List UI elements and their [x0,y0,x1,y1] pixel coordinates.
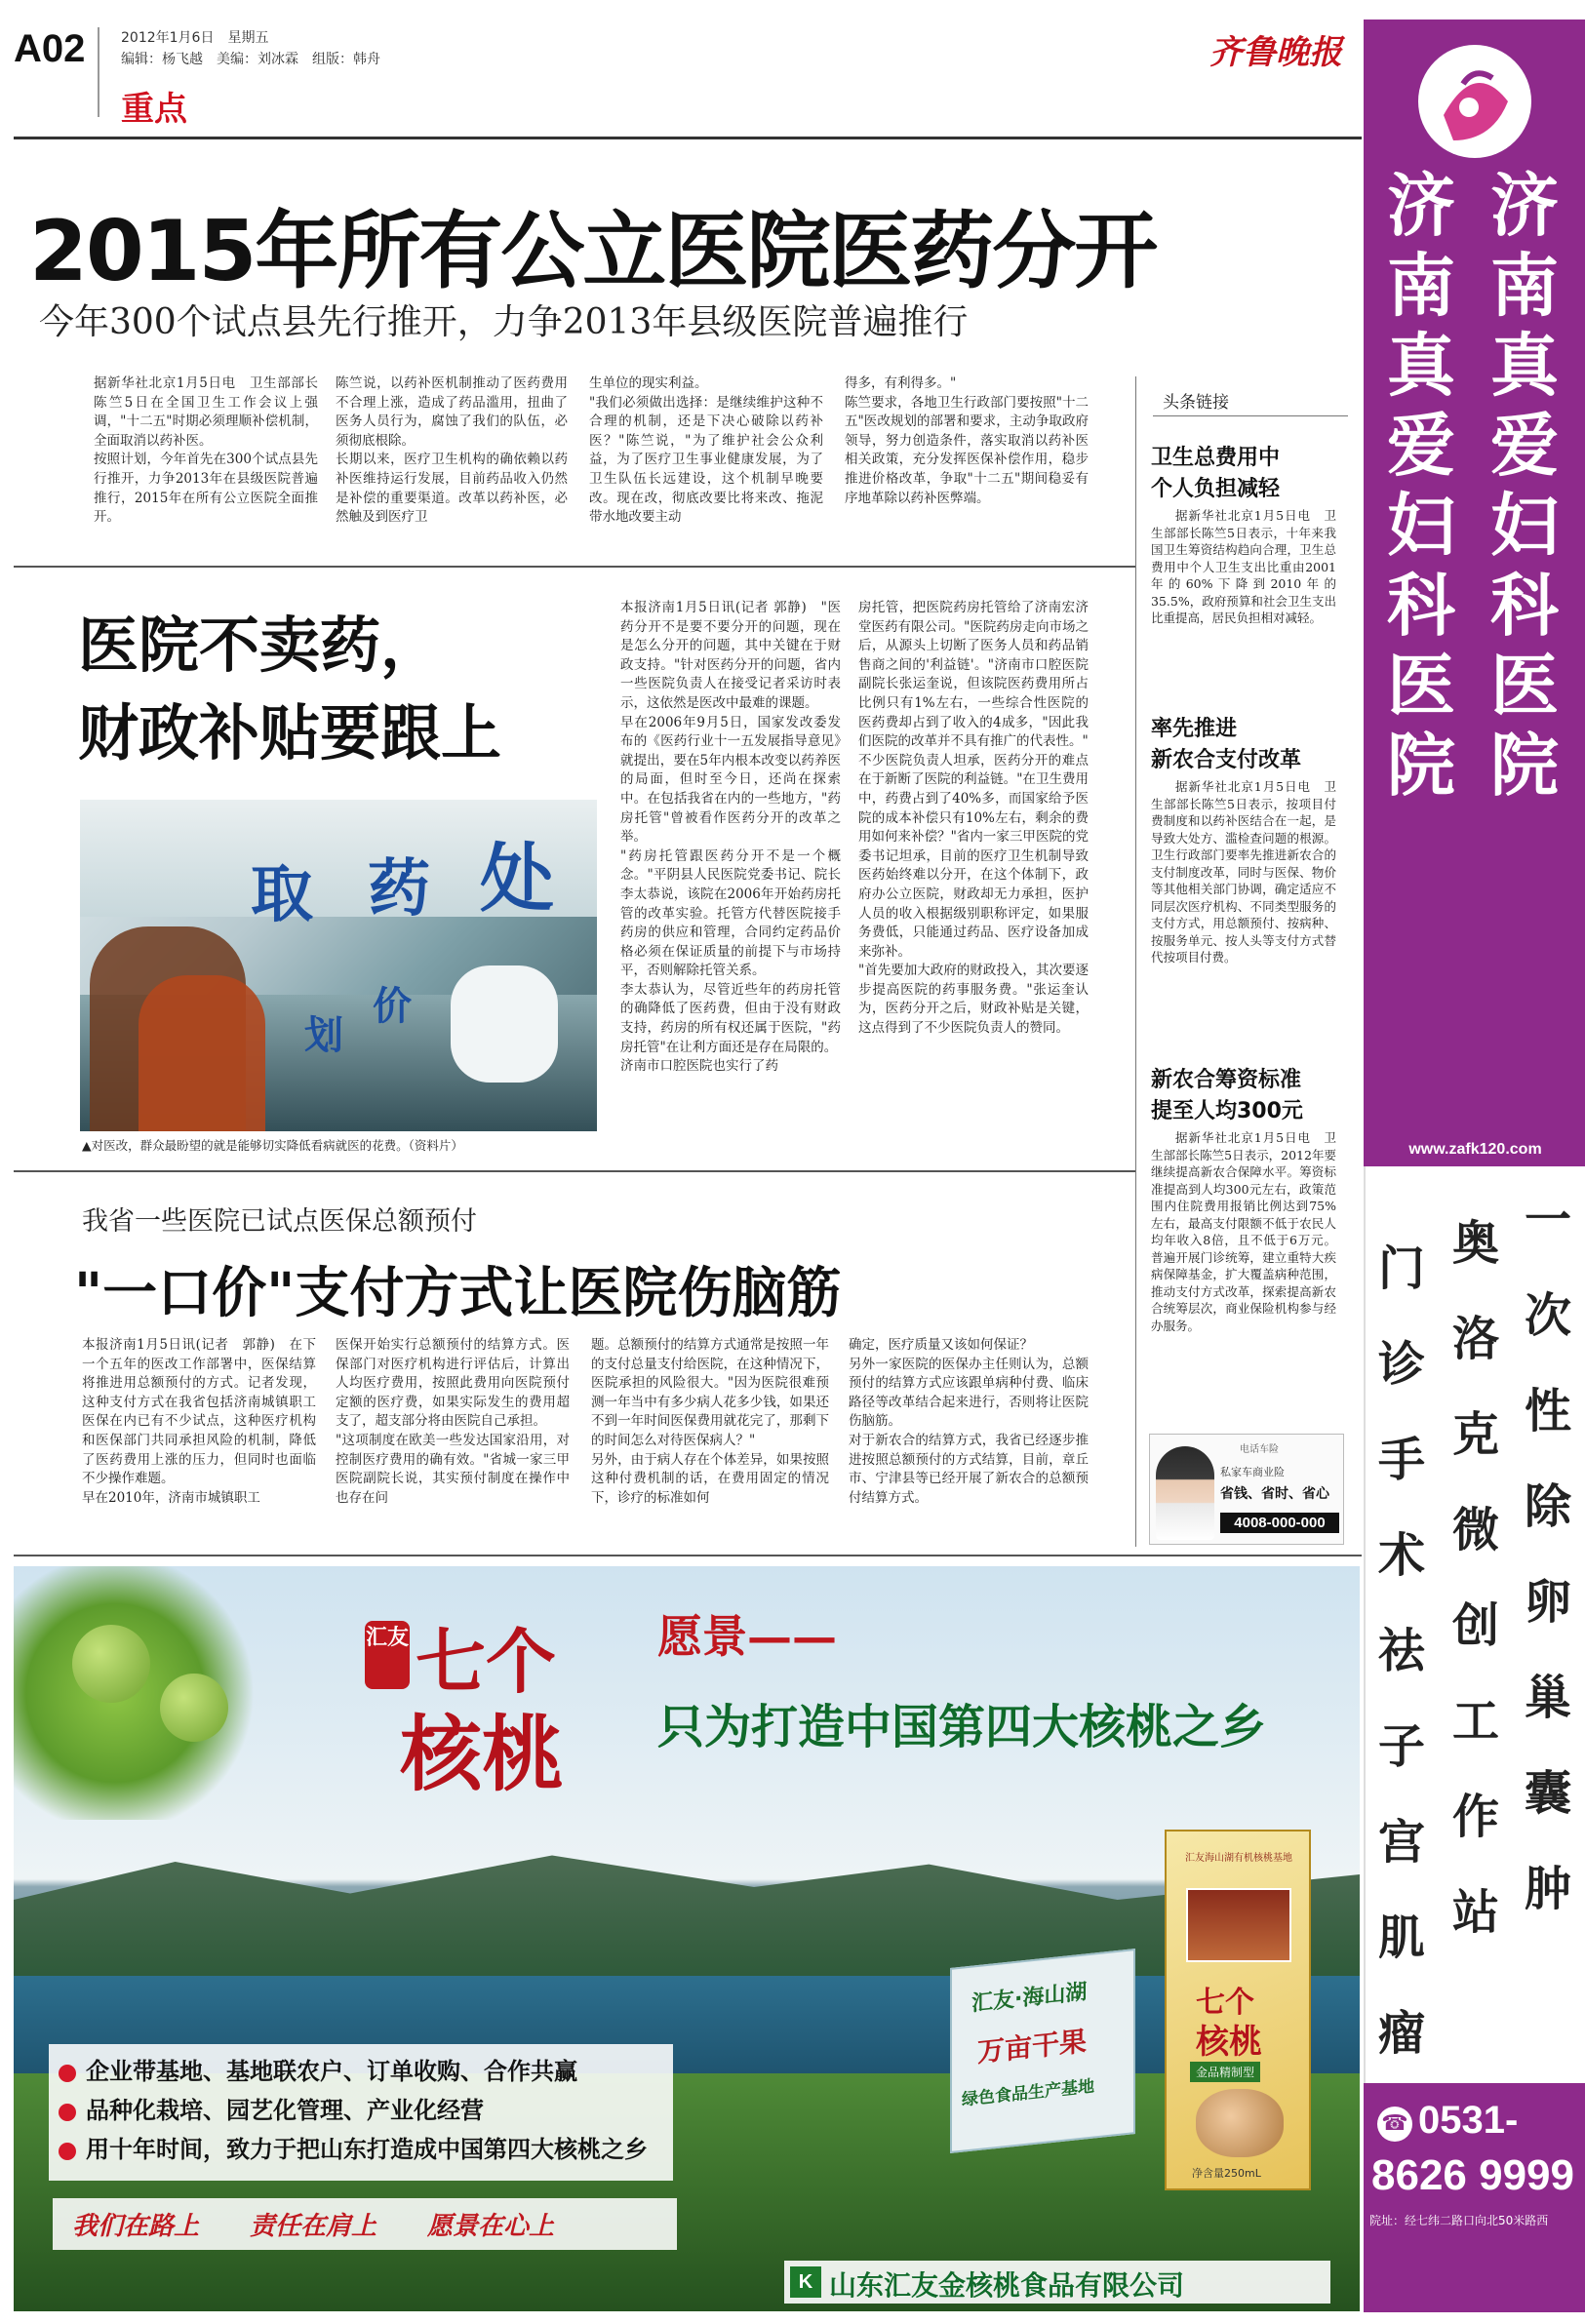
vision-label: 愿景—— [657,1610,837,1663]
service-left-char-3: 术 [1377,1528,1425,1583]
service-left-char-1: 诊 [1377,1337,1425,1392]
lead-subhead: 今年300个试点县先行推开，力争2013年县级医院普遍推行 [39,302,969,342]
service-mid-char-1: 洛 [1451,1312,1499,1366]
link3-body: 据新华社北京1月5日电 卫生部部长陈竺5日表示，2012年要继续提高新农合保障水平。筹资标准提高到人均300元左右，政策范围内住院费用报销比例达到75%左右，最高支付限额不低于农民人均年收入8倍，且不低于6万元。普遍开展门诊统筹，建立重特大疾病保障基金，扩大覆盖病种范围，推动支付方式改革，探索提高新农合统筹层次，商业保险机构参与经办服务。 [1151,1130,1336,1333]
hospital-name-char-a-6: 医 [1387,646,1455,726]
hospital-name-char-b-5: 科 [1490,566,1559,646]
link3-title-1: 新农合筹资标准 [1151,1068,1302,1092]
hospital-address: 院址：经七纬二路口向北50米路西 [1369,2214,1549,2227]
photo-caption: ▲对医改，群众最盼望的就是能够切实降低看病就医的花费。（资料片） [82,1138,463,1153]
lead-col-4: 得多，有利得多。" 陈竺要求，各地卫生行政部门要按照"十二五"医改规划的部署和要求，主动争取政府领导，努力创造条件，落实取消以药补医相关政策，充分发挥医保补偿作用，稳步推进价格改革，争取"十二五"期间稳妥有序地革除以药补医弊端。 [845,375,1089,506]
service-col-mid [1440,1196,1512,1960]
link2-title-2: 新农合支付改革 [1151,748,1302,772]
hospital-name-char-b-0: 济 [1490,166,1559,246]
ad-slogan: 只为打造中国第四大核桃之乡 [657,1700,1267,1754]
photo-sign-jia: 价 [373,984,412,1029]
service-right-char-7: 肿 [1524,1862,1571,1916]
story2-headline-1: 医院不卖药， [78,610,442,681]
brand-name-bottom: 核桃 [400,1706,565,1802]
staff-line: 编辑：杨飞越 美编：刘冰霖 组版：韩舟 [121,52,380,67]
company-badge [784,2261,1330,2304]
hospital-name-char-b-1: 南 [1490,246,1559,326]
story3-col-3: 题。总额预付的结算方式通常是按照一年的支付总量支付给医院，在这种情况下，医院承担的风险很大。"因为医院很难预测一年当中有多少病人花多少钱，如果还不到一年时间医保费用就花完了，那剩下的时间怎么对待医保病人？" 另外，由于病人存在个体差异，如果按照这种付费机制的话，在费用固定的情况下，诊疗的标准如何 [591,1337,829,1506]
lead-col-2: 陈竺说，以药补医机制推动了医药费用不合理上涨，造成了药品滥用，扭曲了医务人员行为，腐蚀了我们的队伍，必须彻底根除。 长期以来，医疗卫生机构的确依赖以药补医维持运行发展，目前药品收入仍然是补偿的重要渠道。改革以药补医，必然触及到医疗卫 [336,375,568,526]
service-col-left [1367,1221,1436,2081]
hospital-logo-icon [1414,39,1535,166]
service-mid-char-0: 奥 [1451,1216,1499,1271]
hospital-name-col-right [1473,166,1576,806]
news-bottom-rule [14,1555,1362,1556]
insurance-ad-phone: 4008-000-000 [1220,1513,1339,1533]
package-top-label: 汇友海山湖有机核桃基地 [1185,1853,1292,1864]
product-package [1165,1830,1311,2190]
hospital-name-char-a-4: 妇 [1387,486,1455,566]
photo-sign-yao: 药 [368,853,430,926]
hospital-url: www.zafk120.com [1408,1141,1542,1158]
walnut-fruit-1 [72,1625,150,1703]
hospital-name-char-a-7: 院 [1387,726,1455,806]
page-number: A02 [14,27,86,70]
ad-bullet-2: 品种化栽培、园艺化管理、产业化经营 [59,2091,663,2130]
story3-col-2: 医保开始实行总额预付的结算方式。医保部门对医疗机构进行评估后，计算出人均医疗费用，按照此费用向医院预付定额的医疗费，如果实际发生的费用超支了，超支部分将由医院自己承担。 "这项制度在欧美一些发达国家沿用，对控制医疗费用的确有效。"省城一家三甲医院副院长说，其实预付制度在操作中也存在问 [336,1337,570,1506]
story3-kicker: 我省一些医院已试点医保总额预付 [82,1206,477,1237]
service-right-char-3: 除 [1524,1479,1571,1534]
service-left-char-4: 祛 [1377,1624,1425,1678]
hospital-name-char-b-2: 真 [1490,326,1559,406]
story3-col-4: 确定，医疗质量又该如何保证？ 另外一家医院的医保办主任则认为，总额预付的结算方式应该跟单病种付费、临床路径等改革结合起来进行，否则将让医院伤脑筋。 对于新农合的结算方式，我省已经逐步推进按照总额预付的方式结算，目前，章丘市、宁津县等已经开展了新农合的总额预付结算方式。 [849,1337,1089,1506]
story2-col-1: 本报济南1月5日讯(记者 郭静) "医药分开不是要不要分开的问题，现在是怎么分开的问题，其中关键在于财政支持。"针对医药分开的问题，省内一些医院负责人在接受记者采访时表示，这依然是医改中最难的课题。 早在2006年9月5日，国家发改委发布的《医药行业十一五发展指导意见》就提出，要在5年内根本改变以药养医的局面，但时至今日，还尚在探索中。在包括我省在内的一些地方，"药房托管"曾被看作医药分开的改革之举。 "药房托管跟医药分开不是一个概念。"平阴县人民医院党委书记、院长李太恭说，该院在2006年开始药房托管的改革实验。托管方代替医院接手药房的供应和管理，合同约定药品价格必须在保证质量的前提下与市场持平，否则解除托管关系。 李太恭认为，尽管近些年的药房托管的确降低了医药费，但由于没有财政支持，药房的所有权还属于医院，"药房托管"在让利方面还是存在局限的。 济南市口腔医院也实行了药 [620,600,841,1075]
service-right-char-1: 次 [1524,1288,1571,1343]
ad-bullet-list [49,2044,673,2181]
service-mid-char-6: 作 [1451,1790,1499,1844]
photo-sign-chu: 处 [480,835,554,922]
package-photo [1186,1888,1291,1962]
service-right-char-6: 囊 [1524,1766,1571,1821]
hospital-name-char-a-0: 济 [1387,166,1455,246]
package-label: 金品精制型 [1190,2062,1260,2082]
link1-title-1: 卫生总费用中 [1151,446,1281,470]
package-volume: 净含量250mL [1192,2167,1261,2180]
links-label: 头条链接 [1163,393,1229,413]
ad-bullet-3: 用十年时间，致力于把山东打造成中国第四大核桃之乡 [59,2130,663,2169]
service-mid-char-7: 站 [1451,1885,1499,1940]
links-divider [1135,376,1136,1547]
insurance-ad-tag: 电话车险 [1240,1444,1279,1455]
ad-motto: 我们在路上 责任在肩上 愿景在心上 [53,2198,677,2250]
insurance-ad-line2: 省钱、省时、省心 [1220,1486,1329,1502]
service-left-char-6: 宫 [1377,1815,1425,1870]
base-sign [950,1949,1135,2153]
section-label: 重点 [121,90,187,129]
masthead: 齐鲁晚报 [1209,33,1342,72]
story2-col-2: 房托管，把医院药房托管给了济南宏济堂医药有限公司。"医院药房走向市场之后，从源头上切断了医务人员和药品销售商之间的'利益链'。"济南市口腔医院副院长张运奎说，但该院医药费用所占比例只有1%左右，一些综合性医院的医药费却占到了收入的4成多，"因此我们医院的改革并不具有推广的代表性。" 不少医院负责人坦承，医药分开的难点在于新断了医院的利益链。"在卫生费用中，药费占到了40%多，而国家给予医院的成本补偿只有10%左右，剩余的费用如何来补偿？"省内一家三甲医院的党委书记坦承，目前的医疗卫生机制导致医药始终难以分开，在这个体制下，政府办公立医院，财政却无力承担，医护人员的收入根据级别职称评定，如果服务费低，只能通过药品、医疗设备加成来弥补。 "首先要加大政府的财政投入，其次要逐步提高医院的药事服务费。"张运奎认为，医药分开之后，财政补贴是关键，这点得到了不少医院负责人的赞同。 [858,600,1089,1037]
brand-name-top: 七个 [416,1620,557,1703]
mountain-range [14,1849,1360,1976]
hospital-name-char-b-4: 妇 [1490,486,1559,566]
hospital-name-char-b-3: 爱 [1490,406,1559,486]
insurance-ad [1149,1434,1344,1545]
service-left-char-0: 门 [1377,1241,1425,1296]
link2-title-1: 率先推进 [1151,717,1238,741]
service-left-char-7: 肌 [1377,1910,1425,1965]
header-divider [98,27,99,117]
service-right-char-0: 一 [1524,1193,1571,1247]
service-col-right [1512,1172,1584,1937]
service-right-char-4: 卵 [1524,1575,1571,1630]
hospital-ad-banner [1364,20,1585,1166]
service-left-char-2: 手 [1377,1433,1425,1487]
hospital-name-char-b-6: 医 [1490,646,1559,726]
header-rule [14,137,1362,139]
hospital-contact [1364,2083,1585,2312]
ad-bullet-1: 企业带基地、基地联农户、订单收购、合作共赢 [59,2052,663,2091]
photo-sign-qu: 取 [251,859,313,931]
hospital-name-char-b-7: 院 [1490,726,1559,806]
company-name: 山东汇友金核桃食品有限公司 [829,2269,1185,2302]
service-mid-char-2: 克 [1451,1407,1499,1462]
hospital-name-char-a-1: 南 [1387,246,1455,326]
service-mid-char-5: 工 [1451,1694,1499,1749]
date-line: 2012年1月6日 星期五 [121,30,269,46]
service-left-char-5: 子 [1377,1719,1425,1774]
hospital-name-char-a-5: 科 [1387,566,1455,646]
service-mid-char-3: 微 [1451,1503,1499,1557]
lead-rule [14,566,1135,568]
walnut-fruit-2 [160,1674,228,1742]
link2-body: 据新华社北京1月5日电 卫生部部长陈竺5日表示，按项目付费制度和以药补医结合在一起，是导致大处方、滥检查问题的根源。卫生行政部门要率先推进新农合的支付制度改革，同时与医保、物价等其他相关部门协调，确定适应不同层次医疗机构、不同类型服务的支付方式，用总额预付、按病种、按服务单元、按人头等支付方式替代按项目付费。 [1151,779,1336,965]
story3-col-1: 本报济南1月5日讯(记者 郭静) 在下一个五年的医改工作部署中，医保结算将推进用总额预付的方式。记者发现，这种支付方式在我省包括济南城镇职工医保在内已有不少试点，这种医疗机构和医保部门共同承担风险的机制，降低了医药费用上涨的压力，但同时也面临不少操作难题。 早在2010年，济南市城镇职工 [82,1337,316,1506]
sign-line-3: 绿色食品生产基地 [962,2076,1094,2110]
package-walnut [1196,2089,1284,2157]
walnut-ad [14,1566,1360,2311]
service-left-char-8: 瘤 [1377,2006,1425,2061]
phone-line-1: 0531- [1418,2099,1519,2142]
links-label-rule [1153,415,1348,416]
company-logo-icon: K [790,2266,821,2298]
hospital-name-char-a-3: 爱 [1387,406,1455,486]
phone-icon: ☎ [1377,2107,1412,2142]
story3-headline: "一口价"支付方式让医院伤脑筋 [74,1262,842,1325]
link1-title-2: 个人负担减轻 [1151,477,1281,501]
service-right-char-2: 性 [1524,1384,1571,1438]
story2-headline-2: 财政补贴要跟上 [78,697,502,768]
insurance-ad-photo [1156,1446,1214,1540]
lead-headline: 2015年所有公立医院医药分开 [29,203,1157,300]
phone-line-2: 8626 9999 [1371,2151,1574,2199]
story2-rule [14,1170,1135,1172]
package-brand-top: 七个 [1196,1986,1254,2020]
link1-body: 据新华社北京1月5日电 卫生部部长陈竺5日表示，十年来我国卫生筹资结构趋向合理，卫生总费用中个人卫生支出比重由2001年的60%下降到2010年的35.5%，政府预算和社会卫生支出比重提高，居民负担相对减轻。 [1151,508,1336,625]
photo-sign-hua: 划 [304,1013,343,1058]
pharmacy-photo [80,800,597,1131]
brand-seal: 汇友 [365,1621,410,1689]
sign-line-2: 万亩干果 [977,2025,1088,2069]
lead-col-3: 生单位的现实利益。 "我们必须做出选择：是继续维护这种不合理的机制，还是下决心破除以药补医？"陈竺说，"为了维护社会公众利益，为了医疗卫生事业健康发展，为了卫生队伍长远建设，这个机制早晚要改。现在改，彻底改要比将来改、拖泥带水地改要主动 [589,375,823,526]
package-brand-bottom: 核桃 [1196,2023,1262,2062]
insurance-ad-line1: 私家车商业险 [1220,1466,1285,1478]
service-mid-char-4: 创 [1451,1598,1499,1653]
service-right-char-5: 巢 [1524,1671,1571,1725]
sign-line-1: 汇友·海山湖 [971,1980,1088,2017]
hospital-name-col-left [1369,166,1473,806]
hospital-name-char-a-2: 真 [1387,326,1455,406]
lead-col-1: 据新华社北京1月5日电 卫生部部长陈竺5日在全国卫生工作会议上强调，"十二五"时期必须理顺补偿机制，全面取消以药补医。 按照计划，今年首先在300个试点县先行推开，力争2013年在县级医院普遍推行，2015年在所有公立医院全面推开。 [94,375,318,526]
walnut-branch [14,1566,267,1820]
link3-title-2: 提至人均300元 [1151,1099,1303,1123]
